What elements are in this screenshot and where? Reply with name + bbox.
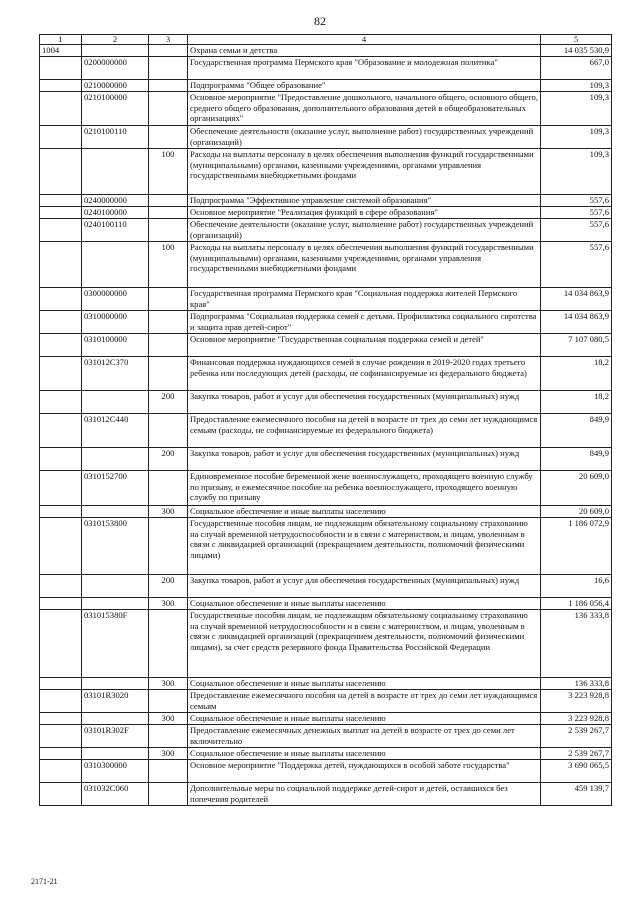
- target-article-cell: 0240100110: [82, 219, 149, 242]
- description-cell: Государственные пособия лицам, не подлежащим обязательному социальному страхованию на случай временной нетрудоспособности и в связи с материнством, и лицам, уволенным в связи с ликвидацией организаций (прекращением деятельности, полномочий физическими лицами): [188, 518, 541, 575]
- table-row: [40, 195, 612, 207]
- expense-type-cell: [149, 690, 188, 713]
- section-code-cell: [40, 690, 82, 713]
- amount-cell: 849,9: [541, 448, 612, 471]
- table-row: [40, 357, 612, 391]
- description-cell: Закупка товаров, работ и услуг для обеспечения государственных (муниципальных) нужд: [188, 391, 541, 414]
- description-cell: Расходы на выплаты персоналу в целях обеспечения выполнения функций государственными (муниципальными) органами, казенными учреждениями, органами управления государственными внебюджетными фондами: [188, 149, 541, 195]
- amount-cell: 667,0: [541, 57, 612, 80]
- section-code-cell: [40, 149, 82, 195]
- target-article-cell: [82, 575, 149, 598]
- section-code-cell: [40, 678, 82, 690]
- target-article-cell: [82, 506, 149, 518]
- expense-type-cell: [149, 80, 188, 92]
- target-article-cell: [82, 598, 149, 610]
- header-col-3: 3: [149, 35, 188, 45]
- target-article-cell: [82, 713, 149, 725]
- target-article-cell: 0300000000: [82, 288, 149, 311]
- target-article-cell: [82, 242, 149, 288]
- expense-type-cell: 200: [149, 575, 188, 598]
- table-row: [40, 448, 612, 471]
- expense-type-cell: 200: [149, 448, 188, 471]
- description-cell: Дополнительные меры по социальной поддержке детей-сирот и детей, оставшихся без попечения родителей: [188, 783, 541, 806]
- table-row: [40, 207, 612, 219]
- description-cell: Социальное обеспечение и иные выплаты населению: [188, 506, 541, 518]
- amount-cell: 136 333,8: [541, 610, 612, 678]
- section-code-cell: [40, 219, 82, 242]
- amount-cell: 849,9: [541, 414, 612, 448]
- table-row: [40, 92, 612, 126]
- description-cell: Основное мероприятие "Реализация функций в сфере образования": [188, 207, 541, 219]
- expense-type-cell: [149, 610, 188, 678]
- amount-cell: 136 333,8: [541, 678, 612, 690]
- description-cell: Подпрограмма "Эффективное управление системой образования": [188, 195, 541, 207]
- section-code-cell: [40, 242, 82, 288]
- amount-cell: 109,3: [541, 149, 612, 195]
- description-cell: Обеспечение деятельности (оказание услуг, выполнение работ) государственных учреждений (организаций): [188, 126, 541, 149]
- description-cell: Государственная программа Пермского края "Социальная поддержка жителей Пермского края": [188, 288, 541, 311]
- section-code-cell: [40, 357, 82, 391]
- amount-cell: 1 186 072,9: [541, 518, 612, 575]
- amount-cell: 2 539 267,7: [541, 748, 612, 760]
- target-article-cell: 0310100000: [82, 334, 149, 357]
- table-row: [40, 334, 612, 357]
- expense-type-cell: [149, 334, 188, 357]
- table-row: [40, 471, 612, 506]
- section-code-cell: [40, 57, 82, 80]
- table-body: [40, 45, 612, 806]
- section-code-cell: [40, 195, 82, 207]
- section-code-cell: [40, 391, 82, 414]
- table-row: [40, 725, 612, 748]
- expense-type-cell: [149, 471, 188, 506]
- section-code-cell: [40, 80, 82, 92]
- target-article-cell: 0210000000: [82, 80, 149, 92]
- amount-cell: 20 609,0: [541, 471, 612, 506]
- section-code-cell: [40, 783, 82, 806]
- amount-cell: 109,3: [541, 92, 612, 126]
- description-cell: Подпрограмма "Социальная поддержка семей с детьми. Профилактика социального сиротства и защита прав детей-сирот": [188, 311, 541, 334]
- page-number: 82: [314, 14, 326, 28]
- table-row: [40, 45, 612, 57]
- target-article-cell: 03101R3020: [82, 690, 149, 713]
- table-row: [40, 506, 612, 518]
- expense-type-cell: 200: [149, 391, 188, 414]
- description-cell: Предоставление ежемесячного пособия на детей в возрасте от трех до семи лет нуждающимся семьям: [188, 690, 541, 713]
- expense-type-cell: [149, 219, 188, 242]
- section-code-cell: [40, 311, 82, 334]
- amount-cell: 7 107 080,5: [541, 334, 612, 357]
- section-code-cell: [40, 575, 82, 598]
- table-row: [40, 575, 612, 598]
- target-article-cell: 0310153800: [82, 518, 149, 575]
- header-col-2: 2: [82, 35, 149, 45]
- section-code-cell: [40, 126, 82, 149]
- table-row: [40, 391, 612, 414]
- table-row: [40, 57, 612, 80]
- table-row: [40, 760, 612, 783]
- description-cell: Государственные пособия лицам, не подлежащим обязательному социальному страхованию на случай временной нетрудоспособности и в связи с материнством, и лицам, уволенным в связи с ликвидацией организаций (прекращением деятельности, полномочий физическими лицами), за счет средств резервного фонда Правительства Российской Федерации: [188, 610, 541, 678]
- section-code-cell: [40, 448, 82, 471]
- amount-cell: 3 223 928,8: [541, 690, 612, 713]
- amount-cell: 459 139,7: [541, 783, 612, 806]
- table-row: [40, 219, 612, 242]
- target-article-cell: [82, 678, 149, 690]
- expense-type-cell: [149, 57, 188, 80]
- description-cell: Охрана семьи и детства: [188, 45, 541, 57]
- expense-type-cell: [149, 126, 188, 149]
- description-cell: Подпрограмма "Общее образование": [188, 80, 541, 92]
- expense-type-cell: 300: [149, 713, 188, 725]
- section-code-cell: [40, 288, 82, 311]
- target-article-cell: [82, 748, 149, 760]
- target-article-cell: 0240000000: [82, 195, 149, 207]
- target-article-cell: 031012С370: [82, 357, 149, 391]
- section-code-cell: [40, 598, 82, 610]
- expense-type-cell: [149, 357, 188, 391]
- table-row: [40, 126, 612, 149]
- description-cell: Социальное обеспечение и иные выплаты населению: [188, 678, 541, 690]
- budget-table: [39, 34, 612, 806]
- table-row: [40, 288, 612, 311]
- amount-cell: 557,6: [541, 207, 612, 219]
- expense-type-cell: [149, 207, 188, 219]
- section-code-cell: [40, 92, 82, 126]
- table-row: [40, 678, 612, 690]
- amount-cell: 20 609,0: [541, 506, 612, 518]
- expense-type-cell: [149, 311, 188, 334]
- amount-cell: 14 034 863,9: [541, 311, 612, 334]
- header-col-5: 5: [541, 35, 612, 45]
- expense-type-cell: 300: [149, 748, 188, 760]
- table-row: [40, 748, 612, 760]
- expense-type-cell: [149, 783, 188, 806]
- section-code-cell: [40, 506, 82, 518]
- target-article-cell: [82, 149, 149, 195]
- table-row: [40, 598, 612, 610]
- amount-cell: 1 186 056,4: [541, 598, 612, 610]
- table-row: [40, 518, 612, 575]
- target-article-cell: 0210100000: [82, 92, 149, 126]
- table-row: [40, 149, 612, 195]
- description-cell: Обеспечение деятельности (оказание услуг, выполнение работ) государственных учреждений (организаций): [188, 219, 541, 242]
- description-cell: Предоставление ежемесячного пособия на детей в возрасте от трех до семи лет нуждающимся семьям (расходы, не софинансируемые из федерального бюджета): [188, 414, 541, 448]
- expense-type-cell: 300: [149, 598, 188, 610]
- amount-cell: 557,6: [541, 242, 612, 288]
- expense-type-cell: 100: [149, 242, 188, 288]
- expense-type-cell: [149, 518, 188, 575]
- description-cell: Закупка товаров, работ и услуг для обеспечения государственных (муниципальных) нужд: [188, 575, 541, 598]
- target-article-cell: 0200000000: [82, 57, 149, 80]
- table-row: [40, 610, 612, 678]
- description-cell: Основное мероприятие "Поддержка детей, нуждающихся в особой заботе государства": [188, 760, 541, 783]
- section-code-cell: [40, 518, 82, 575]
- header-col-4: 4: [188, 35, 541, 45]
- amount-cell: 3 223 928,8: [541, 713, 612, 725]
- amount-cell: 18,2: [541, 391, 612, 414]
- amount-cell: 14 034 863,9: [541, 288, 612, 311]
- section-code-cell: [40, 748, 82, 760]
- description-cell: Финансовая поддержка нуждающихся семей в случае рождения в 2019-2020 годах третьего ребенка или последующих детей (расходы, не софинансируемые из федерального бюджета): [188, 357, 541, 391]
- table-row: [40, 80, 612, 92]
- expense-type-cell: [149, 725, 188, 748]
- section-code-cell: [40, 610, 82, 678]
- amount-cell: 557,6: [541, 219, 612, 242]
- section-code-cell: [40, 725, 82, 748]
- target-article-cell: 031015380F: [82, 610, 149, 678]
- description-cell: Расходы на выплаты персоналу в целях обеспечения выполнения функций государственными (муниципальными) органами, казенными учреждениями, органами управления государственными внебюджетными фондами: [188, 242, 541, 288]
- section-code-cell: [40, 471, 82, 506]
- table-row: [40, 242, 612, 288]
- document-code: 2171-21: [31, 877, 58, 886]
- expense-type-cell: 300: [149, 506, 188, 518]
- description-cell: Социальное обеспечение и иные выплаты населению: [188, 713, 541, 725]
- expense-type-cell: [149, 760, 188, 783]
- target-article-cell: 0310000000: [82, 311, 149, 334]
- target-article-cell: 03101R302F: [82, 725, 149, 748]
- target-article-cell: 031012С440: [82, 414, 149, 448]
- section-code-cell: [40, 760, 82, 783]
- description-cell: Закупка товаров, работ и услуг для обеспечения государственных (муниципальных) нужд: [188, 448, 541, 471]
- target-article-cell: 0310152700: [82, 471, 149, 506]
- target-article-cell: 0240100000: [82, 207, 149, 219]
- expense-type-cell: 300: [149, 678, 188, 690]
- description-cell: Основное мероприятие "Государственная социальная поддержка семей и детей": [188, 334, 541, 357]
- table-row: [40, 414, 612, 448]
- amount-cell: 16,6: [541, 575, 612, 598]
- section-code-cell: [40, 207, 82, 219]
- amount-cell: 557,6: [541, 195, 612, 207]
- expense-type-cell: [149, 92, 188, 126]
- amount-cell: 109,3: [541, 126, 612, 149]
- target-article-cell: 031032С060: [82, 783, 149, 806]
- expense-type-cell: [149, 45, 188, 57]
- amount-cell: 2 539 267,7: [541, 725, 612, 748]
- description-cell: Основное мероприятие "Предоставление дошкольного, начального общего, основного общего, среднего общего образования, дополнительного образования детей в общеобразовательных организациях": [188, 92, 541, 126]
- amount-cell: 18,2: [541, 357, 612, 391]
- description-cell: Предоставление ежемесячных денежных выплат на детей в возрасте от трех до семи лет включительно: [188, 725, 541, 748]
- target-article-cell: [82, 45, 149, 57]
- target-article-cell: [82, 448, 149, 471]
- target-article-cell: 0310300000: [82, 760, 149, 783]
- expense-type-cell: 100: [149, 149, 188, 195]
- target-article-cell: 0210100110: [82, 126, 149, 149]
- description-cell: Государственная программа Пермского края "Образование и молодежная политика": [188, 57, 541, 80]
- section-code-cell: [40, 713, 82, 725]
- section-code-cell: [40, 334, 82, 357]
- header-col-1: 1: [40, 35, 82, 45]
- table-row: [40, 713, 612, 725]
- expense-type-cell: [149, 414, 188, 448]
- description-cell: Социальное обеспечение и иные выплаты населению: [188, 598, 541, 610]
- description-cell: Социальное обеспечение и иные выплаты населению: [188, 748, 541, 760]
- amount-cell: 14 035 530,9: [541, 45, 612, 57]
- table-row: [40, 311, 612, 334]
- section-code-cell: 1004: [40, 45, 82, 57]
- table-row: [40, 690, 612, 713]
- section-code-cell: [40, 414, 82, 448]
- amount-cell: 3 690 065,5: [541, 760, 612, 783]
- expense-type-cell: [149, 195, 188, 207]
- amount-cell: 109,3: [541, 80, 612, 92]
- header-row: [40, 35, 612, 45]
- table-row: [40, 783, 612, 806]
- target-article-cell: [82, 391, 149, 414]
- expense-type-cell: [149, 288, 188, 311]
- description-cell: Единовременное пособие беременной жене военнослужащего, проходящего военную службу по призыву, и ежемесячное пособие на ребенка военнослужащего, проходящего военную службу по призыву: [188, 471, 541, 506]
